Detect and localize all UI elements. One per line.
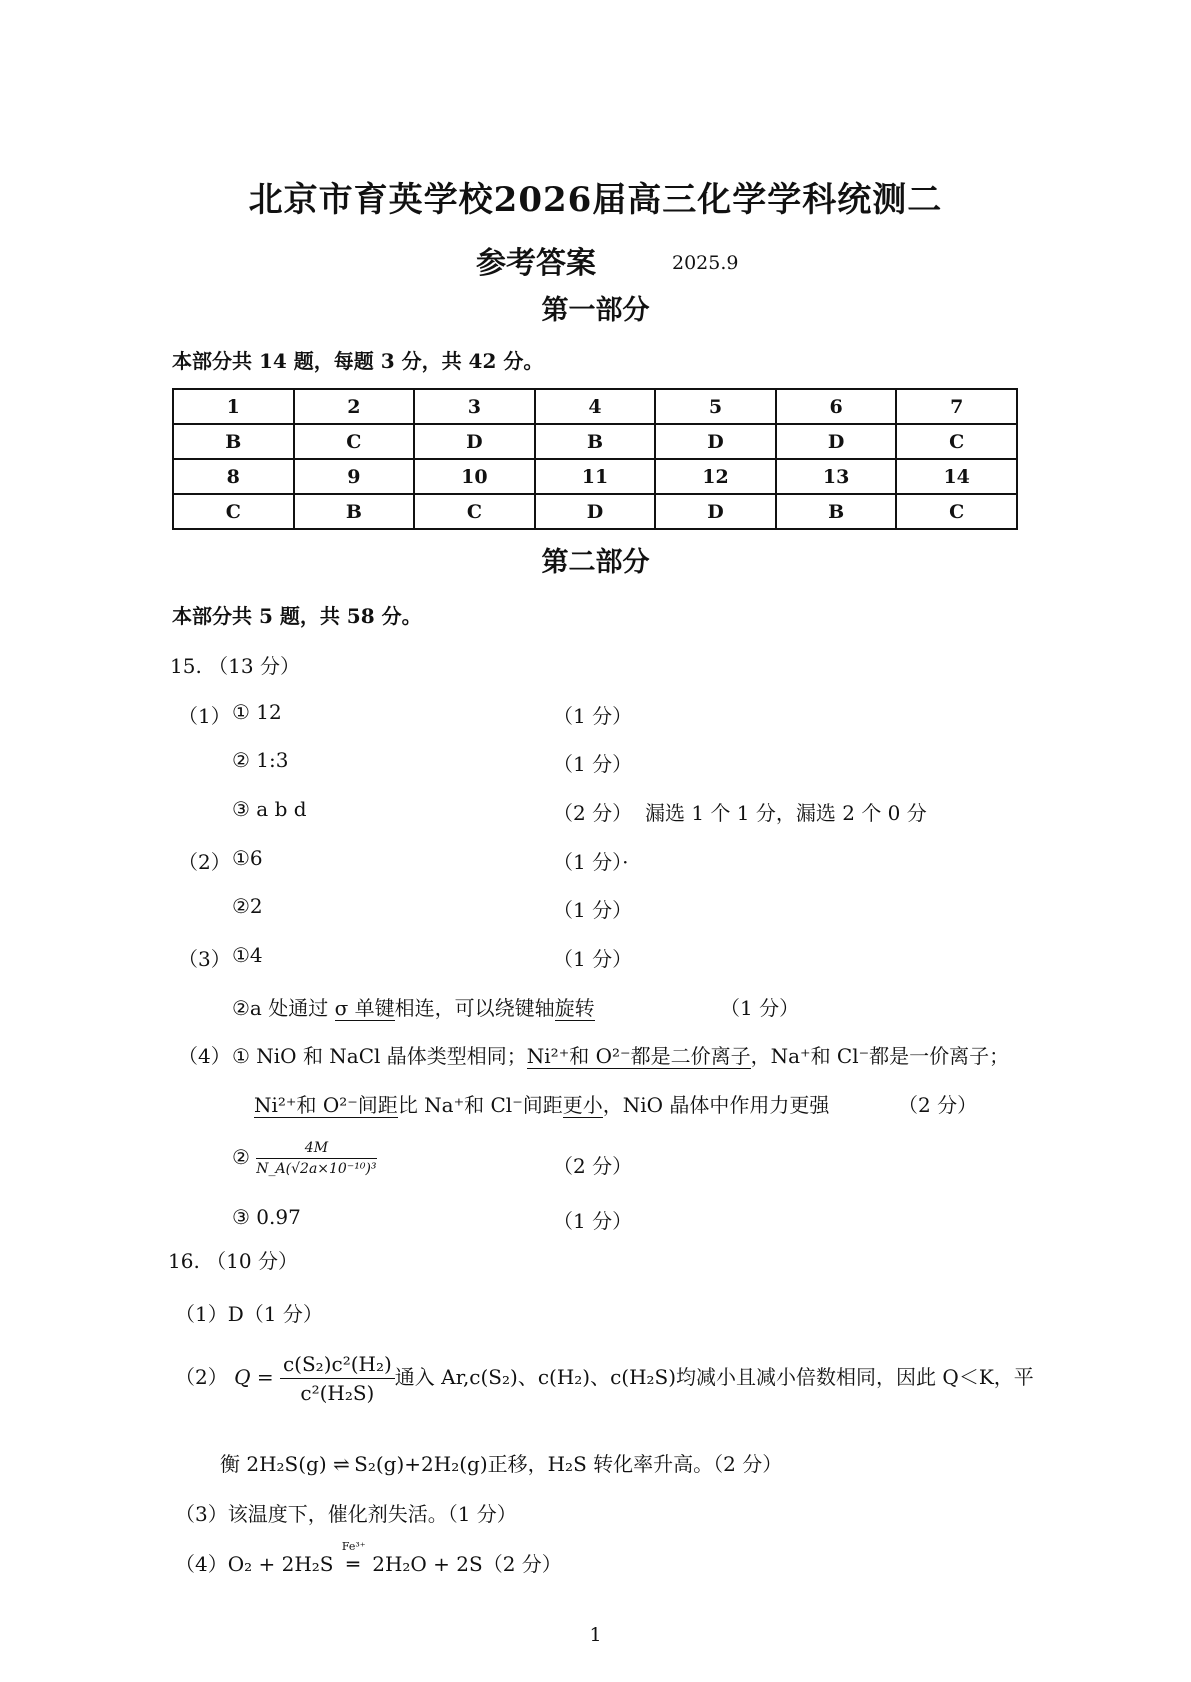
- underlined-text: Ni²⁺和 O²⁻间距: [254, 1093, 398, 1117]
- part2-heading: 第二部分: [541, 547, 650, 578]
- q15-sub4-score1: （2 分）: [898, 1093, 978, 1117]
- q16-sub2-line1: [175, 1352, 1034, 1405]
- table-cell: 13: [776, 459, 897, 494]
- q-symbol: Q =: [234, 1365, 274, 1389]
- table-row: [173, 389, 1017, 424]
- catalyst-label: Fe³⁺: [341, 1540, 366, 1553]
- q15-sub3-answer1: ①4: [232, 943, 263, 967]
- table-cell: B: [535, 424, 656, 459]
- formula-denominator: c²(H₂S): [300, 1381, 375, 1405]
- text-span: 通入 Ar,c(S₂)、c(H₂)、c(H₂S)均减小且减小倍数相同，因此 Q＜K，平: [394, 1365, 1034, 1389]
- q15-sub1-answer2: ② 1:3: [232, 748, 289, 772]
- q15-sub1-answer1: ① 12: [232, 700, 282, 724]
- formula-denominator: N_A(√2a×10⁻¹⁰)³: [256, 1161, 377, 1177]
- text-span: （4）O₂ + 2H₂S: [175, 1552, 334, 1576]
- table-cell: 14: [896, 459, 1017, 494]
- underlined-text: σ 单键: [334, 996, 395, 1020]
- underlined-text: Ni²⁺和 O²⁻都是二价离子: [526, 1044, 751, 1068]
- q15-sub3-score1: （1 分）: [553, 947, 633, 971]
- part2-info: 本部分共 5 题，共 58 分。: [172, 604, 422, 628]
- table-cell: D: [535, 494, 656, 529]
- q15-sub2-answer1: ①6: [232, 846, 263, 870]
- text-span: ②a 处通过: [232, 996, 335, 1020]
- q15-sub1-note: 漏选 1 个 1 分，漏选 2 个 0 分: [645, 801, 927, 825]
- document-subtitle: 参考答案: [476, 246, 596, 281]
- table-cell: B: [776, 494, 897, 529]
- underlined-text: 更小: [562, 1093, 603, 1117]
- q15-sub1-score2: （1 分）: [553, 752, 633, 776]
- q15-sub1-answer3: ③ a b d: [232, 797, 307, 821]
- text-span: 相连，可以绕键轴: [394, 996, 555, 1020]
- text-span: ① NiO 和 NaCl 晶体类型相同；: [232, 1044, 527, 1068]
- q15-sub1-score1: （1 分）: [553, 704, 633, 728]
- table-row: [173, 494, 1017, 529]
- q15-sub2-answer2: ②2: [232, 894, 263, 918]
- page-number: 1: [589, 1624, 602, 1646]
- table-row: [173, 424, 1017, 459]
- table-cell: C: [896, 494, 1017, 529]
- table-cell: B: [294, 494, 415, 529]
- table-cell: D: [414, 424, 535, 459]
- table-cell: 4: [535, 389, 656, 424]
- density-formula: [256, 1140, 376, 1177]
- table-cell: 1: [173, 389, 294, 424]
- document-date: 2025.9: [672, 252, 739, 274]
- q15-sub4-answer1-line1: [232, 1040, 1009, 1069]
- table-cell: C: [173, 494, 294, 529]
- q16-sub2-line2: [220, 1448, 782, 1477]
- table-row: [173, 459, 1017, 494]
- table-cell: 9: [294, 459, 415, 494]
- q15-sub4-answer1-line2: [254, 1089, 829, 1118]
- formula-numerator: c(S₂)c²(H₂): [280, 1352, 395, 1379]
- table-cell: C: [414, 494, 535, 529]
- underlined-text: 旋转: [554, 996, 595, 1020]
- q15-sub3-label: （3）: [178, 947, 231, 971]
- equilibrium-arrow-icon: ⇌: [333, 1452, 348, 1476]
- q15-heading: 15. （13 分）: [170, 654, 300, 678]
- q15-sub2-score1: （1 分）·: [553, 850, 629, 874]
- q15-sub2-label: （2）: [178, 850, 231, 874]
- answer-table: [172, 388, 1018, 530]
- q-formula: [280, 1352, 395, 1405]
- table-cell: 2: [294, 389, 415, 424]
- q15-sub4-score2: （2 分）: [553, 1154, 633, 1178]
- table-cell: 3: [414, 389, 535, 424]
- document-title: 北京市育英学校2026届高三化学学科统测二: [248, 180, 943, 220]
- circled-number: ②: [232, 1145, 250, 1169]
- q16-sub1: （1）D（1 分）: [175, 1302, 323, 1326]
- q15-sub1-score3: （2 分）: [553, 801, 633, 825]
- text-span: 衡 2H₂S(g): [220, 1452, 327, 1476]
- table-cell: B: [173, 424, 294, 459]
- q15-sub4-answer2: [232, 1140, 377, 1177]
- text-span: S₂(g)+2H₂(g)正移，H₂S 转化率升高。（2 分）: [354, 1452, 783, 1476]
- table-cell: D: [655, 494, 776, 529]
- part1-heading: 第一部分: [541, 295, 650, 326]
- table-cell: 12: [655, 459, 776, 494]
- table-cell: 10: [414, 459, 535, 494]
- table-cell: 8: [173, 459, 294, 494]
- q15-sub1-label: （1）: [178, 704, 231, 728]
- catalyst-equals: [340, 1540, 366, 1576]
- table-cell: D: [776, 424, 897, 459]
- q15-sub3-score2: （1 分）: [720, 996, 800, 1020]
- text-span: 2H₂O + 2S（2 分）: [372, 1552, 562, 1576]
- part1-info: 本部分共 14 题，每题 3 分，共 42 分。: [172, 349, 544, 373]
- text-span: ，NiO 晶体中作用力更强: [602, 1093, 830, 1117]
- q16-sub3: （3）该温度下，催化剂失活。（1 分）: [175, 1502, 517, 1526]
- table-cell: 5: [655, 389, 776, 424]
- sub-label: （2）: [175, 1365, 228, 1389]
- equals-sign: ═: [346, 1552, 359, 1576]
- table-cell: 6: [776, 389, 897, 424]
- table-cell: C: [294, 424, 415, 459]
- q15-sub2-score2: （1 分）: [553, 898, 633, 922]
- q15-sub4-answer3: ③ 0.97: [232, 1205, 301, 1229]
- q15-sub3-answer2: [232, 992, 595, 1021]
- text-span: ，Na⁺和 Cl⁻都是一价离子；: [750, 1044, 1010, 1068]
- text-span: 比 Na⁺和 Cl⁻间距: [397, 1093, 563, 1117]
- q16-sub4: [175, 1540, 562, 1577]
- q15-sub4-score3: （1 分）: [553, 1209, 633, 1233]
- table-cell: 11: [535, 459, 656, 494]
- q15-sub4-label: （4）: [178, 1044, 231, 1068]
- table-cell: 7: [896, 389, 1017, 424]
- formula-numerator: 4M: [256, 1140, 376, 1159]
- table-cell: D: [655, 424, 776, 459]
- table-cell: C: [896, 424, 1017, 459]
- q16-heading: 16. （10 分）: [168, 1249, 298, 1273]
